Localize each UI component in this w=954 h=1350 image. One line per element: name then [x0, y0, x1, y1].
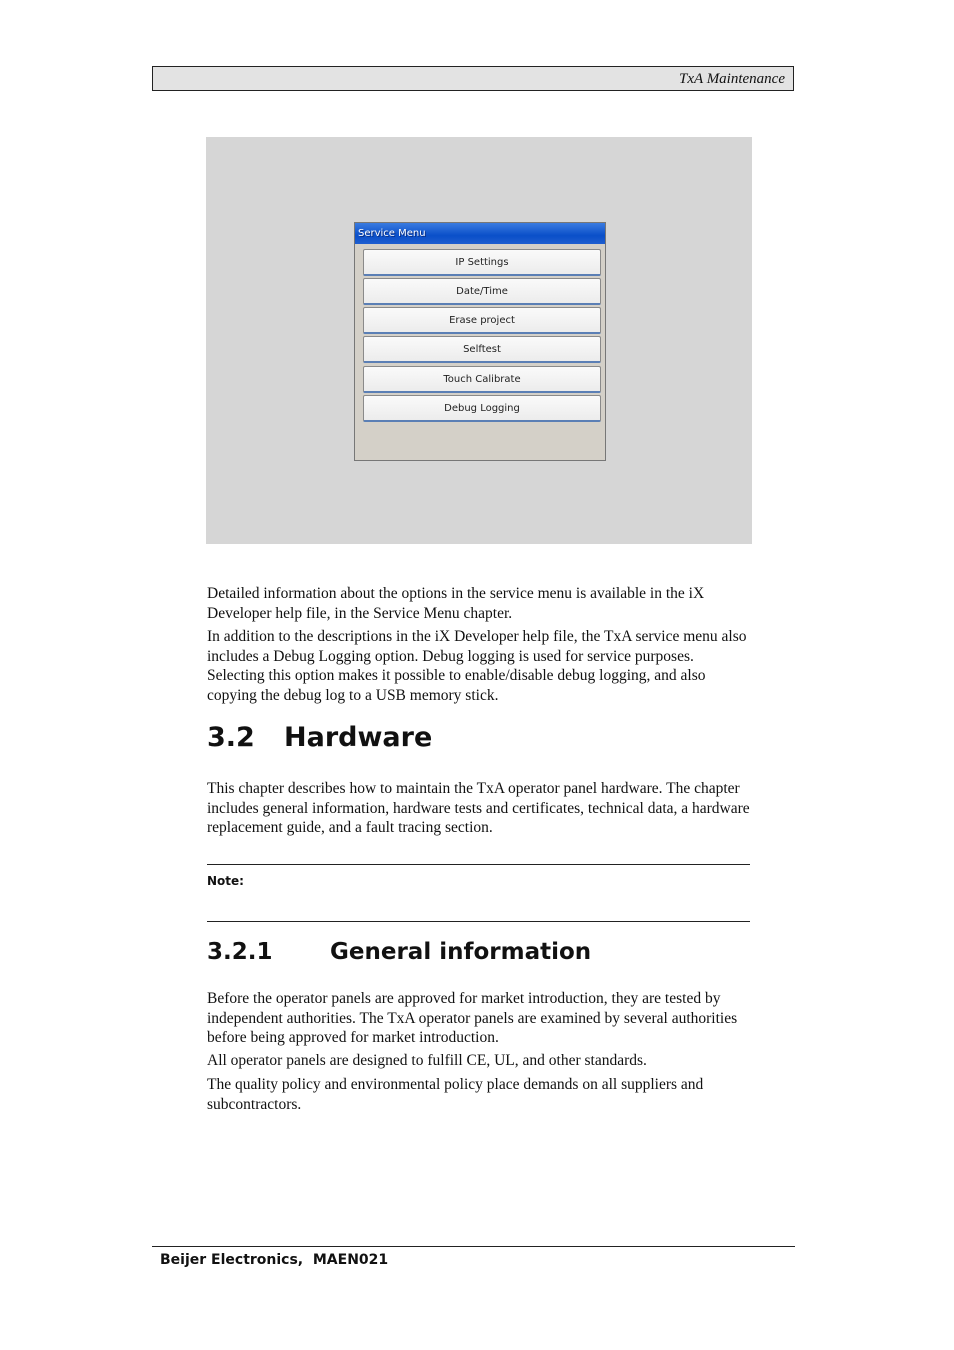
service-menu-dialog — [354, 222, 606, 461]
service-menu-title: Service Menu — [355, 223, 605, 244]
screenshot-panel — [206, 137, 752, 544]
subsection-title: General information — [330, 939, 592, 965]
header-title: TxA Maintenance — [679, 71, 785, 87]
section-number: 3.2 — [207, 722, 255, 753]
note-top-rule — [207, 864, 750, 865]
debug-logging-button[interactable]: Debug Logging — [363, 395, 601, 422]
date-time-button[interactable]: Date/Time — [363, 278, 601, 305]
page-header — [152, 66, 794, 91]
ip-settings-button[interactable]: IP Settings — [363, 249, 601, 276]
subsection-heading-general — [207, 939, 591, 965]
note-label: Note: — [207, 874, 244, 888]
erase-project-button[interactable]: Erase project — [363, 307, 601, 334]
selftest-button[interactable]: Selftest — [363, 336, 601, 363]
hardware-paragraph: This chapter describes how to maintain the TxA operator panel hardware. The chapter includes general information, hardware tests and certificates, technical data, a hardware replacement guide, and a fault tracing section. — [207, 780, 750, 836]
page-footer: Beijer Electronics, MAEN021 — [160, 1252, 389, 1268]
general-paragraph-1: Before the operator panels are approved for market introduction, they are tested by independent authorities. The TxA operator panels are examined by several authorities before being approved for market introduction. — [207, 990, 738, 1046]
intro-paragraph-2: In addition to the descriptions in the iX Developer help file, the TxA service menu also includes a Debug Logging option. Debug logging is used for service purposes. Selecting this option makes it possible to enable/disable debug logging, and also copying the debug log to a USB memory stick. — [207, 628, 747, 704]
subsection-number: 3.2.1 — [207, 939, 273, 965]
note-bottom-rule — [207, 921, 750, 922]
intro-paragraph-1: Detailed information about the options in the service menu is available in the iX Developer help file, in the Service Menu chapter. — [207, 585, 705, 622]
footer-rule — [152, 1246, 795, 1247]
general-paragraph-3: The quality policy and environmental policy place demands on all suppliers and subcontractors. — [207, 1076, 704, 1113]
general-paragraph-2: All operator panels are designed to fulfill CE, UL, and other standards. — [207, 1052, 647, 1069]
touch-calibrate-button[interactable]: Touch Calibrate — [363, 366, 601, 393]
section-title: Hardware — [284, 722, 433, 753]
section-heading-hardware — [207, 722, 432, 753]
